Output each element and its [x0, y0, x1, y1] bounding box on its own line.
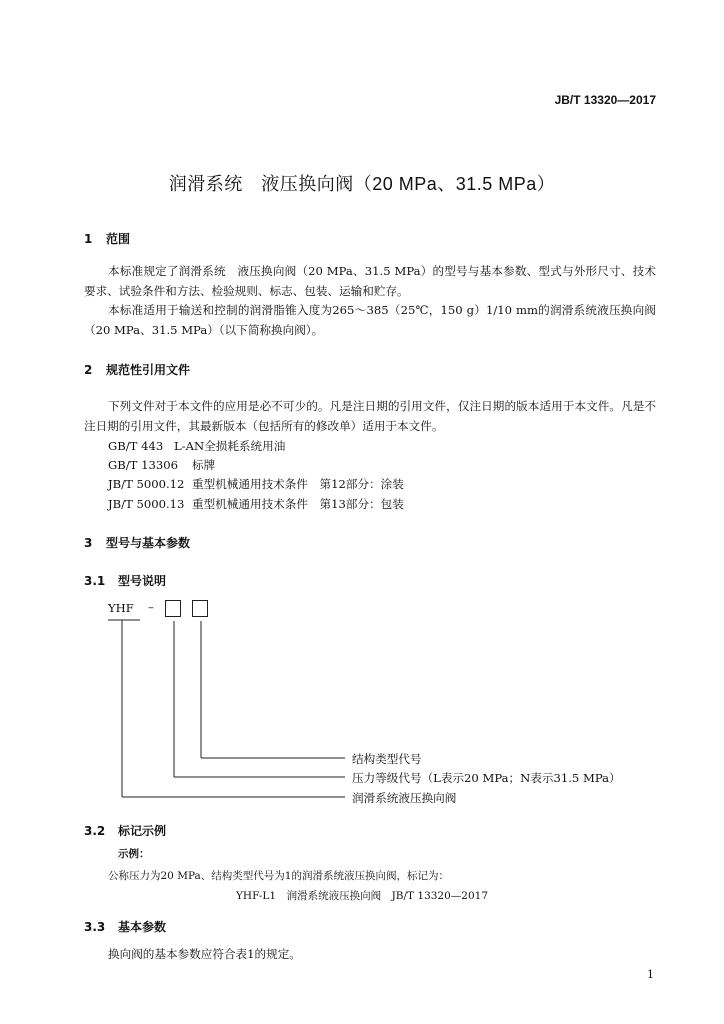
example-mark: YHF-L1 润滑系统液压换向阀 JB/T 13320—2017: [235, 890, 489, 902]
subsection-number: 3.2: [84, 824, 106, 838]
section-2-paragraph-1: 下列文件对于本文件的应用是必不可少的。凡是注日期的引用文件，仅注日期的版本适用于本文件。凡是不注日期的引用文件，其最新版本（包括所有的修改单）适用于本文件。: [84, 399, 656, 433]
section-title: 型号与基本参数: [106, 536, 191, 550]
product-name-label: 润滑系统液压换向阀: [352, 791, 457, 805]
reference-code: JB/T 5000.13: [108, 497, 185, 511]
subsection-title: 标记示例: [118, 824, 167, 838]
section-1-paragraph-2: 本标准适用于输送和控制的润滑脂锥入度为265～385（25℃，150 g）1/10 mm的润滑系统液压换向阀（20 MPa、31.5 MPa）（以下简称换向阀）。: [84, 303, 656, 337]
structure-type-label: 结构类型代号: [352, 752, 422, 766]
basic-parameters-text: 换向阀的基本参数应符合表1的规定。: [108, 947, 301, 961]
subsection-number: 3.1: [84, 574, 106, 588]
subsection-3-3-heading: [84, 918, 166, 935]
pressure-grade-label: 压力等级代号（L表示20 MPa；N表示31.5 MPa）: [352, 771, 621, 785]
reference-title: 标牌: [192, 458, 216, 472]
standard-code: JB/T 13320—2017: [554, 93, 656, 107]
reference-code: GB/T 13306: [108, 458, 178, 472]
reference-title: 重型机械通用技术条件 第12部分：涂装: [192, 477, 404, 491]
section-title: 规范性引用文件: [106, 363, 191, 377]
section-title: 范围: [106, 232, 131, 246]
example-label: 示例：: [118, 848, 150, 860]
subsection-number: 3.3: [84, 920, 106, 934]
model-prefix: YHF: [108, 601, 134, 615]
document-title: 润滑系统 液压换向阀（20 MPa、31.5 MPa）: [168, 174, 556, 194]
section-number: 3: [84, 536, 93, 550]
page-number: 1: [647, 968, 654, 981]
subsection-title: 基本参数: [118, 920, 167, 934]
subsection-3-2-heading: [84, 822, 166, 839]
section-number: 2: [84, 363, 93, 377]
section-number: 1: [84, 232, 93, 246]
example-text: 公称压力为20 MPa、结构类型代号为1的润滑系统液压换向阀，标记为：: [108, 870, 449, 882]
reference-title: 重型机械通用技术条件 第13部分：包装: [192, 497, 404, 511]
subsection-title: 型号说明: [118, 574, 167, 588]
section-1-paragraph-1: 本标准规定了润滑系统 液压换向阀（20 MPa、31.5 MPa）的型号与基本参数、型式与外形尺寸、技术要求、试验条件和方法、检验规则、标志、包装、运输和贮存。: [84, 264, 656, 298]
reference-code: JB/T 5000.12: [108, 477, 185, 491]
reference-title: L-AN全损耗系统用油: [174, 439, 286, 453]
model-dash: –: [148, 600, 154, 614]
reference-code: GB/T 443: [108, 439, 164, 453]
